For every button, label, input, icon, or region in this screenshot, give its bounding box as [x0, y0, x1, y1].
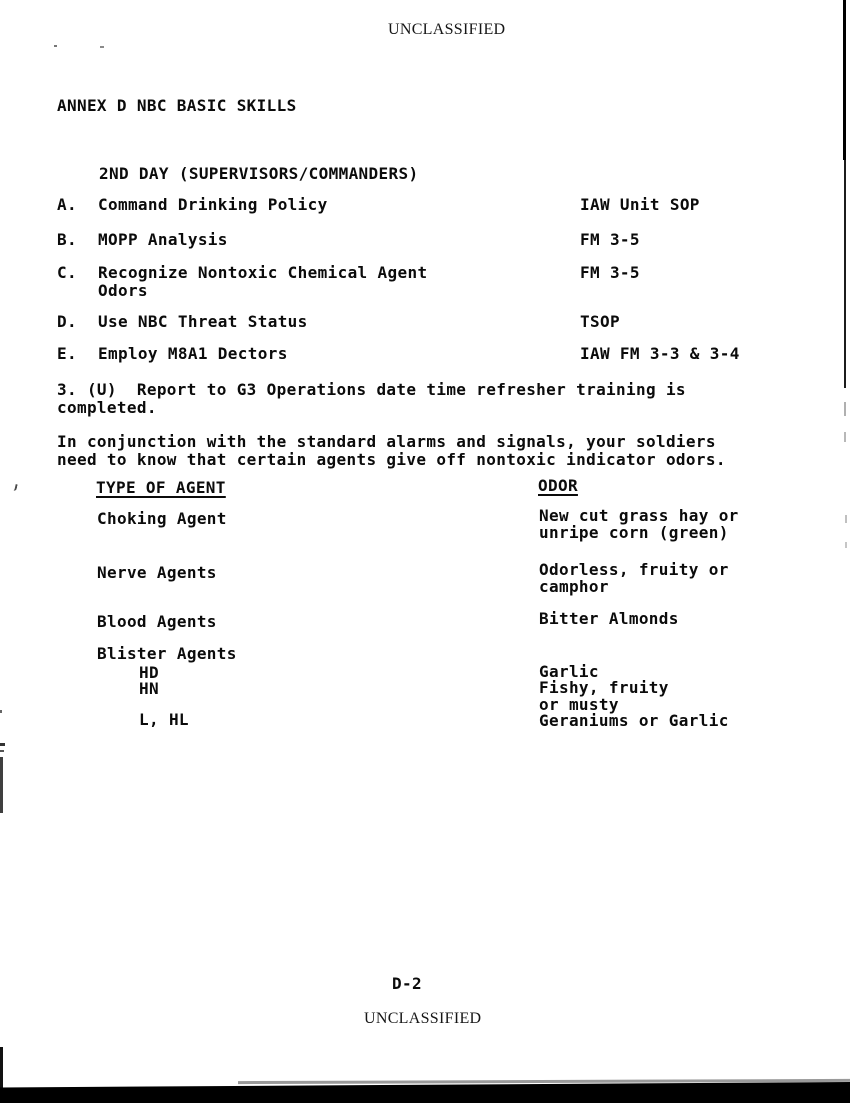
odor-cell-line2: camphor	[539, 577, 609, 596]
odor-intro-line2: need to know that certain agents give off nontoxic indicator odors.	[57, 450, 726, 469]
agent-cell: Nerve Agents	[97, 563, 217, 582]
task-reference: FM 3-5	[580, 263, 640, 282]
agent-cell: Blood Agents	[97, 612, 217, 631]
odor-cell-line1: Odorless, fruity or	[539, 560, 729, 579]
stray-comma-mark	[13, 484, 17, 491]
task-reference: FM 3-5	[580, 230, 640, 249]
scan-edge-strip	[0, 757, 3, 813]
footer-classification: UNCLASSIFIED	[364, 1010, 482, 1027]
scan-edge-tick	[0, 750, 4, 752]
blister-sub-code: HN	[139, 679, 159, 698]
task-letter: B.	[57, 230, 77, 249]
task-name: Employ M8A1 Dectors	[98, 344, 288, 363]
report-paragraph-line1: 3. (U) Report to G3 Operations date time refresher training is	[57, 380, 686, 399]
scan-edge-line	[843, 0, 846, 160]
header-classification: UNCLASSIFIED	[388, 21, 506, 38]
odor-cell-line2: unripe corn (green)	[539, 523, 729, 542]
odor-cell: Bitter Almonds	[539, 609, 679, 628]
task-name: Recognize Nontoxic Chemical Agent	[98, 263, 428, 282]
task-letter: E.	[57, 344, 77, 363]
scan-edge-tick	[0, 743, 5, 746]
task-reference: IAW Unit SOP	[580, 195, 700, 214]
scan-speck	[54, 45, 57, 47]
task-reference: TSOP	[580, 312, 620, 331]
blister-sub-code: HD	[139, 663, 159, 682]
odor-cell: Garlic	[539, 662, 599, 681]
odor-intro-line1: In conjunction with the standard alarms and signals, your soldiers	[57, 432, 716, 451]
odor-cell-line1: Fishy, fruity	[539, 678, 669, 697]
task-reference: IAW FM 3-3 & 3-4	[580, 344, 740, 363]
odor-cell: Geraniums or Garlic	[539, 711, 729, 730]
odor-cell-line1: New cut grass hay or	[539, 506, 739, 525]
task-name: Command Drinking Policy	[98, 195, 328, 214]
scan-edge-strip	[0, 1047, 3, 1090]
scan-edge-dash	[845, 542, 847, 548]
task-letter: A.	[57, 195, 77, 214]
task-letter: D.	[57, 312, 77, 331]
agent-column-header: TYPE OF AGENT	[96, 478, 226, 497]
report-paragraph-line2: completed.	[57, 398, 157, 417]
scan-edge-dash	[845, 515, 847, 523]
blister-sub-code: L, HL	[139, 710, 189, 729]
scan-edge-dash	[844, 402, 846, 416]
scan-edge-dash	[844, 432, 846, 442]
page-number: D-2	[392, 974, 422, 993]
scan-speck	[100, 46, 104, 48]
agent-cell: Blister Agents	[97, 644, 237, 663]
task-letter: C.	[57, 263, 77, 282]
day-heading: 2ND DAY (SUPERVISORS/COMMANDERS)	[99, 164, 419, 183]
odor-cell-line2: or musty	[539, 695, 619, 714]
task-name-line2: Odors	[98, 281, 148, 300]
task-name: MOPP Analysis	[98, 230, 228, 249]
agent-cell: Choking Agent	[97, 509, 227, 528]
scan-edge-tick	[0, 710, 2, 713]
task-name: Use NBC Threat Status	[98, 312, 308, 331]
annex-title: ANNEX D NBC BASIC SKILLS	[57, 96, 297, 115]
scan-edge-line	[844, 160, 846, 388]
odor-column-header: ODOR	[538, 476, 578, 495]
